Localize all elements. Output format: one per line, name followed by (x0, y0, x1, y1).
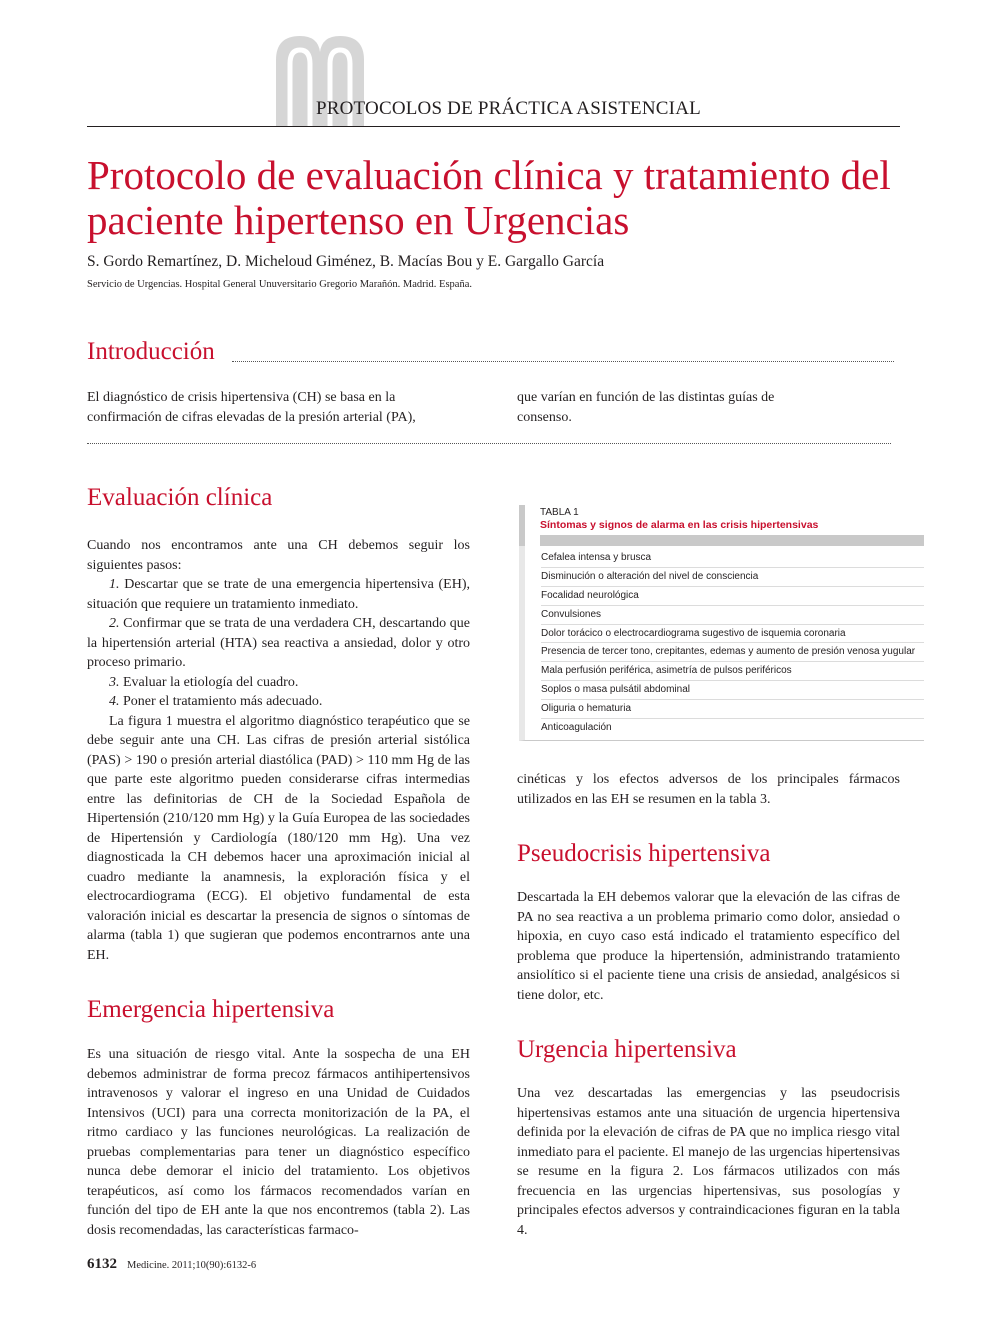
intro-text-left: El diagnóstico de crisis hipertensiva (CH) se basa en la confirmación de cifras elevadas de la presión arterial (PA), (87, 390, 416, 425)
table-label: TABLA 1 (540, 507, 579, 518)
eval-paragraph: La figura 1 muestra el algoritmo diagnóstico terapéutico que se debe seguir ante una CH. Las cifras de presión arterial sistólica (PAS) > 190 o presión arterial diastólica (PAD) > 110 mm Hg de las que parte este algoritmo pueden considerarse cifras intermedias entre las definitorias de CH de la Sociedad Española de Hipertensión (210/120 mm Hg) y la Guía Europea de las sociedades de Hipertensión y Cardiología (180/120 mm Hg). Una vez diagnosticada la CH debemos hacer una aproximación inicial al cuadro mediante la anamnesis, la exploración física y el electrocardiograma (ECG). El objetivo fundamental de esta valoración inicial es descartar la presencia de signos o síntomas de alarma (tabla 1) que sugieran que podemos encontrarnos ante una EH. (87, 713, 470, 963)
intro-text-right: que varían en función de las distintas guías de consenso. (517, 390, 775, 425)
affiliation: Servicio de Urgencias. Hospital General Unuversitario Gregorio Marañón. Madrid. España. (87, 279, 472, 290)
emergencia-body (87, 1045, 470, 1240)
eval-step-2 (87, 614, 470, 673)
step-number: 2. (109, 616, 120, 631)
eval-body (87, 536, 470, 965)
continuation-paragraph: cinéticas y los efectos adversos de los principales fármacos utilizados en las EH se resumen en la tabla 3. (517, 772, 900, 807)
table-row: Dolor torácico o electrocardiograma sugestivo de isquemia coronaria (541, 625, 924, 644)
authors: S. Gordo Remartínez, D. Micheloud Giménez, B. Macías Bou y E. Gargallo García (87, 253, 605, 270)
urgencia-paragraph: Una vez descartadas las emergencias y las pseudocrisis hipertensivas estamos ante una situación de urgencia hipertensiva definida por la elevación de cifras de PA que no implica riesgo vital inmediato para el paciente. El manejo de las urgencias hipertensivas se resume en la figura 2. Los fármacos utilizados con más frecuencia en las urgencias hipertensivas, sus posologías y principales efectos adversos y contraindicaciones figuran en la tabla 4. (517, 1086, 900, 1238)
emergencia-heading: Emergencia hipertensiva (87, 996, 335, 1023)
intro-bottom-dotted-rule (87, 443, 891, 444)
table-row: Convulsiones (541, 606, 924, 625)
emergencia-continuation (517, 770, 900, 809)
table-body (519, 546, 924, 741)
pseudo-heading: Pseudocrisis hipertensiva (517, 840, 771, 867)
intro-dotted-rule (232, 361, 894, 362)
step-text: Evaluar la etiología del cuadro. (119, 674, 299, 690)
eval-step-4 (87, 692, 470, 712)
table-header-bar (540, 535, 924, 546)
table-row: Disminución o alteración del nivel de consciencia (541, 568, 924, 587)
table-row: Oliguria o hematuria (541, 700, 924, 719)
table-row: Soplos o masa pulsátil abdominal (541, 681, 924, 700)
table-side-bar (519, 505, 525, 546)
pseudo-body (517, 888, 900, 1005)
emergencia-paragraph: Es una situación de riesgo vital. Ante la sospecha de una EH debemos administrar de forma precoz fármacos antihipertensivos intravenosos y valorar el ingreso en una Unidad de Cuidados Intensivos (UCI) para una correcta monitorización de la PA, el ritmo cardiaco y las funciones neurológicas. La realización de pruebas complementarias para tener un diagnóstico específico nunca debe demorar el inicio del tratamiento. Los objetivos terapéuticos, así como los fármacos recomendados varían en función del tipo de EH ante la que nos encontremos (tabla 2). Las dosis recomendadas, las características farmaco- (87, 1047, 470, 1238)
page-number: 6132 (87, 1256, 117, 1272)
eval-step-3 (87, 673, 470, 693)
page-footer (87, 1256, 256, 1273)
table-header (519, 505, 924, 546)
step-text: Poner el tratamiento más adecuado. (119, 694, 323, 709)
step-number: 4. (109, 694, 120, 709)
intro-heading: Introducción (87, 338, 215, 365)
table-row: Focalidad neurológica (541, 587, 924, 606)
table-row: Mala perfusión periférica, asimetría de pulsos periféricos (541, 662, 924, 681)
eval-heading: Evaluación clínica (87, 484, 273, 511)
table-title: Síntomas y signos de alarma en las crisis hipertensivas (540, 519, 819, 531)
section-label: PROTOCOLOS DE PRÁCTICA ASISTENCIAL (316, 98, 701, 119)
eval-step-1 (87, 575, 470, 614)
table-row: Presencia de tercer tono, crepitantes, edemas y aumento de presión venosa yugular (541, 643, 924, 662)
urgencia-heading: Urgencia hipertensiva (517, 1036, 737, 1063)
urgencia-body (517, 1084, 900, 1240)
step-number: 1. (109, 577, 120, 592)
table-1 (519, 505, 924, 741)
journal-citation: Medicine. 2011;10(90):6132-6 (127, 1260, 257, 1271)
step-text: Descartar que se trate de una emergencia hipertensiva (EH), situación que requiere un tratamiento inmediato. (87, 577, 470, 612)
pseudo-paragraph: Descartada la EH debemos valorar que la elevación de las cifras de PA no sea reactiva a un problema primario como dolor, ansiedad o hipoxia, en cuyo caso está indicado el tratamiento específico del problema que produce la hipertensión, administrando tratamiento ansiolítico si el paciente tiene una crisis de ansiedad, analgésicos si tiene dolor, etc. (517, 890, 900, 1003)
article-title: Protocolo de evaluación clínica y tratamiento del paciente hipertenso en Urgencias (87, 152, 891, 243)
step-text: Confirmar que se trata de una verdadera CH, descartando que la hipertensión arterial (HTA) sea reactiva a ansiedad, dolor y otro proceso primario. (87, 616, 470, 670)
table-row: Anticoagulación (541, 722, 612, 734)
table-row: Cefalea intensa y brusca (541, 549, 924, 568)
step-number: 3. (109, 674, 120, 690)
eval-paragraph: Cuando nos encontramos ante una CH debemos seguir los siguientes pasos: (87, 538, 470, 573)
header-rule (87, 126, 900, 127)
